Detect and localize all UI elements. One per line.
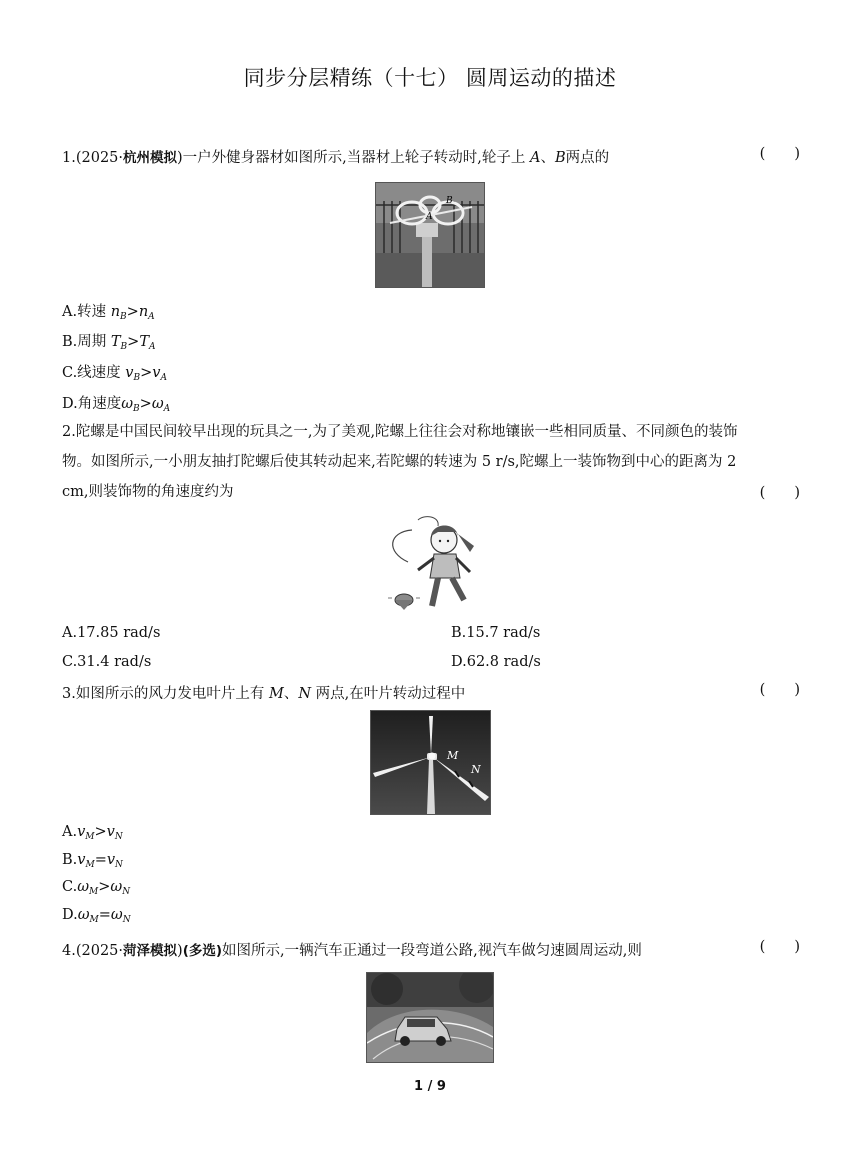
svg-text:A: A	[426, 212, 433, 222]
q3-stem: 3.如图所示的风力发电叶片上有 M、N 两点,在叶片转动过程中	[62, 686, 466, 702]
q4-answer-blank: ( )	[759, 939, 800, 955]
q1-option-a[interactable]: A.转速 $n_B>n_A$	[62, 304, 155, 322]
q3-option-c[interactable]: $C.\omega_M>\omega_N$	[62, 879, 131, 897]
svg-text:M: M	[447, 749, 459, 762]
q1-answer-blank: ( )	[759, 146, 800, 162]
q2-stem: 2.陀螺是中国民间较早出现的玩具之一,为了美观,陀螺上往往会对称地镶嵌一些相同质量、不同颜色的装饰 物。如图所示,一小朋友抽打陀螺后使其转动起来,若陀螺的转速为 5 r/s,陀螺上一装饰物到中心的距离为 2 cm,则装饰物的角速度约为	[62, 424, 738, 500]
page-number: 1 / 9	[414, 1079, 446, 1094]
q1-fitness-equipment-figure	[375, 182, 485, 288]
svg-text:N: N	[471, 763, 481, 776]
q2-answer-blank: ( )	[759, 485, 800, 501]
q4-stem: 4.(2025·菏泽模拟)(多选)如图所示,一辆汽车正通过一段弯道公路,视汽车做匀速圆周运动,则	[62, 943, 642, 959]
q3-option-b[interactable]: $B.v_M=v_N$	[62, 852, 123, 870]
q3-wind-turbine-figure	[370, 710, 491, 815]
q3-option-d[interactable]: $D.\omega_M=\omega_N$	[62, 907, 131, 925]
q2-option-b[interactable]: B.15.7 rad/s	[451, 625, 541, 641]
q3-option-a[interactable]: $A.v_M>v_N$	[62, 824, 123, 842]
q1-option-c[interactable]: C.线速度 $v_B>v_A$	[62, 365, 167, 383]
q3-answer-blank: ( )	[759, 682, 800, 698]
q1-stem: 1.(2025·杭州模拟)一户外健身器材如图所示,当器材上轮子转动时,轮子上 A、B两点的	[62, 150, 610, 166]
q2-option-c[interactable]: C.31.4 rad/s	[62, 654, 152, 670]
q4-car-on-curve-figure	[366, 972, 494, 1063]
page-title: 同步分层精练（十七） 圆周运动的描述	[243, 66, 617, 90]
q1-option-b[interactable]: B.周期 $T_B>T_A$	[62, 334, 156, 352]
svg-text:B: B	[446, 196, 453, 206]
q2-option-a[interactable]: A.17.85 rad/s	[62, 625, 161, 641]
q2-spinning-top-girl-figure	[378, 512, 490, 616]
q2-option-d[interactable]: D.62.8 rad/s	[451, 654, 541, 670]
q1-option-d[interactable]: D.角速度$\omega_B>\omega_A$	[62, 396, 171, 414]
